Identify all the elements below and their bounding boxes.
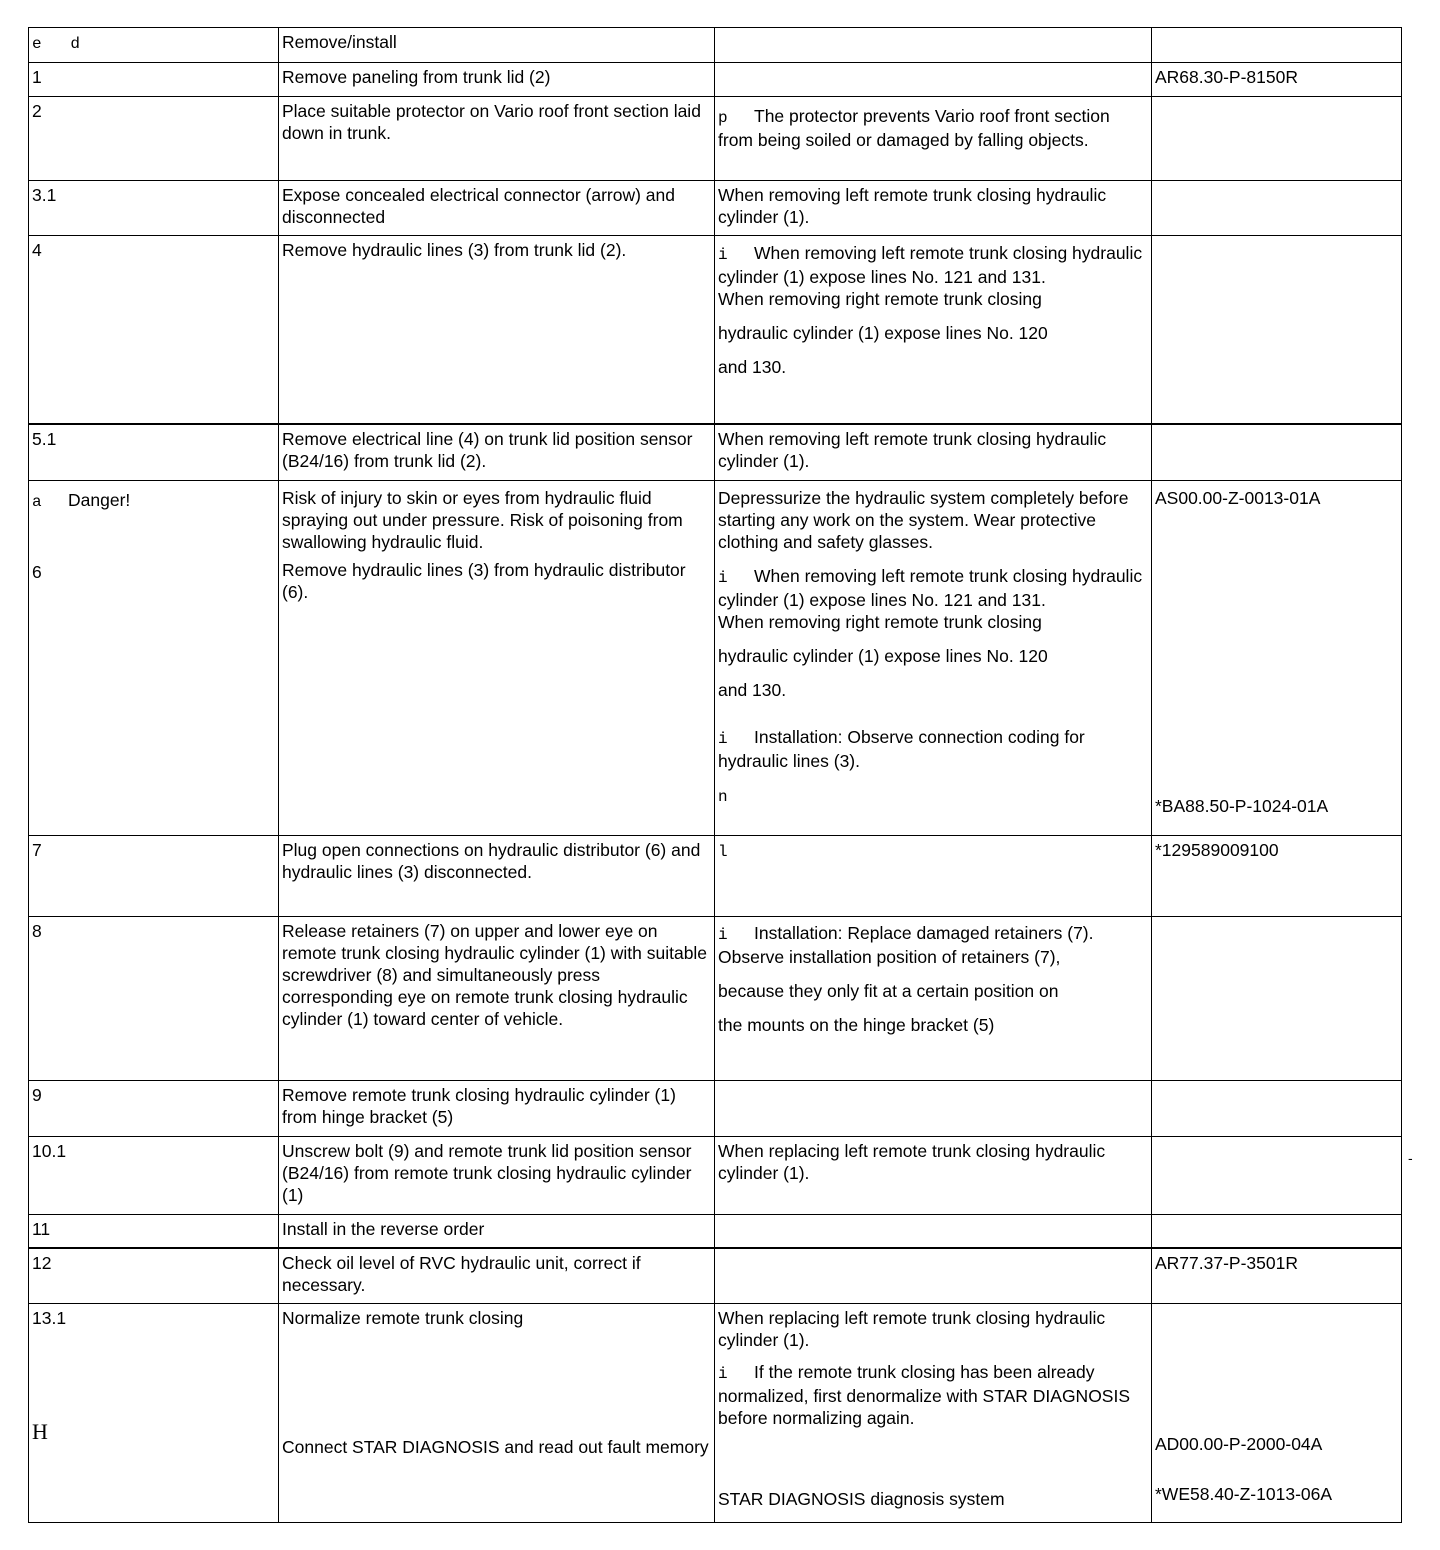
- table-row-step-2: [29, 97, 1402, 181]
- header-col4: [1152, 28, 1402, 63]
- note-line: [718, 1361, 1148, 1429]
- info-icon: i: [718, 730, 728, 748]
- info-icon: i: [718, 1365, 728, 1383]
- step-note: When replacing left remote trunk closing hydraulic cylinder (1).: [715, 1137, 1152, 1215]
- table-row-step-13-1: [29, 1304, 1402, 1523]
- step-note: [715, 63, 1152, 97]
- step-reference: [1152, 181, 1402, 236]
- step-number: 1: [29, 63, 279, 97]
- table-row-step-9: [29, 1081, 1402, 1137]
- note-line: the mounts on the hinge bracket (5): [718, 1015, 995, 1035]
- note-text: If the remote trunk closing has been already normalized, first denormalize with STAR DIAGNOSIS before normalizing again.: [718, 1362, 1131, 1428]
- header-col3: [715, 28, 1152, 63]
- step-reference: [1152, 424, 1402, 481]
- warning-icon: a: [32, 493, 42, 511]
- step-action: Remove paneling from trunk lid (2): [279, 63, 715, 97]
- diagnosis-icon: H: [32, 1419, 48, 1444]
- step-action: Check oil level of RVC hydraulic unit, correct if necessary.: [279, 1248, 715, 1304]
- step-reference: AR68.30-P-8150R: [1152, 63, 1402, 97]
- step-action: Plug open connections on hydraulic distributor (6) and hydraulic lines (3) disconnected.: [279, 836, 715, 917]
- step-number: 4: [29, 236, 279, 424]
- table-row-step-1: [29, 63, 1402, 97]
- note-line: [718, 726, 1148, 772]
- step-action-diagnosis: Connect STAR DIAGNOSIS and read out fault memory: [282, 1437, 709, 1457]
- note-icon: n: [718, 788, 728, 806]
- table-row-header: [29, 28, 1402, 63]
- diagnosis-system-note: STAR DIAGNOSIS diagnosis system: [718, 1489, 1005, 1509]
- header-symbols: e d: [32, 35, 81, 53]
- step-action: Remove electrical line (4) on trunk lid position sensor (B24/16) from trunk lid (2).: [279, 424, 715, 481]
- danger-text: Danger!: [68, 490, 131, 510]
- table-row-step-3-1: [29, 181, 1402, 236]
- note-text: When replacing left remote trunk closing hydraulic cylinder (1).: [718, 1308, 1106, 1350]
- danger-label: [32, 489, 275, 513]
- step-action: Place suitable protector on Vario roof front section laid down in trunk.: [279, 97, 715, 181]
- table-row-step-5-1: [29, 424, 1402, 481]
- table-row-step-12: [29, 1248, 1402, 1304]
- step-reference: [1152, 97, 1402, 181]
- table-row-step-11: [29, 1215, 1402, 1248]
- step-reference: AR77.37-P-3501R: [1152, 1248, 1402, 1304]
- step-number: 2: [29, 97, 279, 181]
- step-action: Release retainers (7) on upper and lower eye on remote trunk closing hydraulic cylinder (1) with suitable screwdriver (8) and simultaneously press corresponding eye on remote trunk closing hydraulic cylinder (1) toward center of vehicle.: [279, 917, 715, 1081]
- step-action-6: Remove hydraulic lines (3) from hydraulic distributor (6).: [282, 560, 686, 602]
- danger-note: Depressurize the hydraulic system completely before starting any work on the system. Wear protective clothing and safety glasses.: [718, 488, 1129, 552]
- step-number: 11: [29, 1215, 279, 1248]
- step-reference: [1152, 1304, 1402, 1523]
- step-action: [279, 481, 715, 836]
- note-line: When removing right remote trunk closing: [718, 612, 1042, 632]
- note-line: [718, 565, 1148, 611]
- note-text: The protector prevents Vario roof front section from being soiled or damaged by falling objects.: [718, 106, 1110, 150]
- table-row-step-7: [29, 836, 1402, 917]
- step-note: When removing left remote trunk closing hydraulic cylinder (1).: [715, 181, 1152, 236]
- step-action: Unscrew bolt (9) and remote trunk lid position sensor (B24/16) from remote trunk closing hydraulic cylinder (1): [279, 1137, 715, 1215]
- danger-reference: AS00.00-Z-0013-01A: [1155, 488, 1321, 508]
- step-number: 8: [29, 917, 279, 1081]
- note-line: When removing right remote trunk closing: [718, 289, 1042, 309]
- step-action: Install in the reverse order: [279, 1215, 715, 1248]
- protect-icon: p: [718, 109, 728, 127]
- info-icon: i: [718, 569, 728, 587]
- reference-system: *WE58.40-Z-1013-06A: [1155, 1484, 1333, 1504]
- note-line: hydraulic cylinder (1) expose lines No. 120: [718, 646, 1048, 666]
- step-note: [715, 481, 1152, 836]
- step-reference: *129589009100: [1152, 836, 1402, 917]
- note-text: Installation: Observe connection coding for hydraulic lines (3).: [718, 727, 1085, 771]
- step-number: 10.1: [29, 1137, 279, 1215]
- header-col2: Remove/install: [279, 28, 715, 63]
- note-line: and 130.: [718, 680, 787, 700]
- procedure-table: [28, 27, 1402, 1523]
- note-text: When removing left remote trunk closing hydraulic cylinder (1) expose lines No. 121 and 131.: [718, 566, 1143, 610]
- note-line: because they only fit at a certain position on: [718, 981, 1059, 1001]
- step-note: [715, 1248, 1152, 1304]
- danger-description: Risk of injury to skin or eyes from hydraulic fluid spraying out under pressure. Risk of poisoning from swallowing hydraulic fluid.: [282, 488, 683, 552]
- note-line: hydraulic cylinder (1) expose lines No. 120: [718, 323, 1048, 343]
- header-col1: [29, 28, 279, 63]
- step-number: 12: [29, 1248, 279, 1304]
- step-number: 9: [29, 1081, 279, 1137]
- note-line: [718, 922, 1148, 946]
- step-reference: [1152, 917, 1402, 1081]
- reference-6: *BA88.50-P-1024-01A: [1155, 796, 1329, 816]
- step-note: When removing left remote trunk closing hydraulic cylinder (1).: [715, 424, 1152, 481]
- step-action: Remove hydraulic lines (3) from trunk lid (2).: [279, 236, 715, 424]
- step-number: 7: [29, 836, 279, 917]
- note-text: When removing left remote trunk closing hydraulic cylinder (1) expose lines No. 121 and 131.: [718, 243, 1143, 287]
- step-number: 3.1: [29, 181, 279, 236]
- table-row-step-10-1: [29, 1137, 1402, 1215]
- step-action: Expose concealed electrical connector (arrow) and disconnected: [279, 181, 715, 236]
- step-number-6: 6: [32, 562, 42, 582]
- step-note: [715, 1081, 1152, 1137]
- step-action: [279, 1304, 715, 1523]
- step-action-13-1: Normalize remote trunk closing: [282, 1308, 524, 1328]
- note-line: [718, 242, 1148, 288]
- note-line: Observe installation position of retainers (7),: [718, 947, 1061, 967]
- step-note: [715, 1215, 1152, 1248]
- step-note: [715, 836, 1152, 917]
- table-row-step-4: [29, 236, 1402, 424]
- step-reference: [1152, 236, 1402, 424]
- info-icon: i: [718, 246, 728, 264]
- step-number: 5.1: [29, 424, 279, 481]
- step-note: [715, 1304, 1152, 1523]
- step-reference: [1152, 1215, 1402, 1248]
- step-note: [715, 236, 1152, 424]
- tool-icon: l: [718, 843, 728, 861]
- step-note: [715, 917, 1152, 1081]
- table-row-danger-step-6: [29, 481, 1402, 836]
- step-number-13-1: 13.1: [32, 1308, 67, 1328]
- step-reference: [1152, 1081, 1402, 1137]
- margin-mark: -: [1408, 1150, 1413, 1166]
- step-number: [29, 1304, 279, 1523]
- step-note: [715, 97, 1152, 181]
- note-text: Installation: Replace damaged retainers (7).: [754, 923, 1094, 943]
- table-row-step-8: [29, 917, 1402, 1081]
- step-number: [29, 481, 279, 836]
- note-line: and 130.: [718, 357, 787, 377]
- tool-line: [718, 784, 1148, 808]
- step-action: Remove remote trunk closing hydraulic cylinder (1) from hinge bracket (5): [279, 1081, 715, 1137]
- step-reference: [1152, 481, 1402, 836]
- info-icon: i: [718, 926, 728, 944]
- step-reference: [1152, 1137, 1402, 1215]
- reference-diagnosis: AD00.00-P-2000-04A: [1155, 1434, 1323, 1454]
